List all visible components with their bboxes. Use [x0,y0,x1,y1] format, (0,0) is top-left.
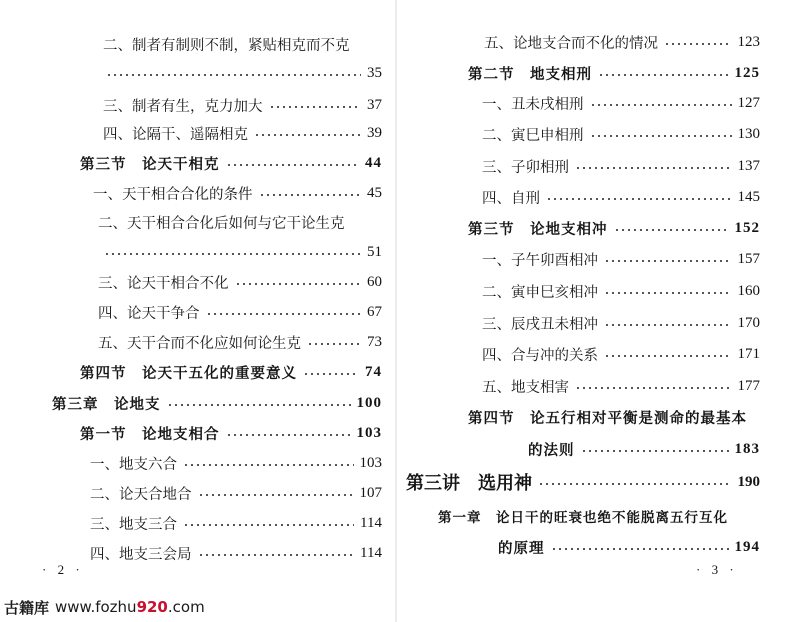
dot-leader [183,464,354,466]
dot-leader [106,74,361,76]
dot-leader [604,292,732,294]
dot-leader [575,387,732,389]
toc-entry-title: 第四节 论天干五化的重要意义 [80,364,297,382]
toc-entry-page: 67 [367,303,382,320]
watermark-url-prefix: www.fozhu [55,598,137,616]
toc-entry-title: 二、寅巳申相刑 [482,127,584,144]
dot-leader [614,229,729,231]
toc-entry-page: 160 [737,282,760,299]
watermark [4,596,205,618]
toc-entry-title: 第二节 地支相刑 [468,65,592,83]
dot-leader [581,450,729,452]
toc-section [528,437,760,461]
toc-entry-page: 137 [737,157,760,174]
toc-entry-title: 三、制者有生，克力加大 [103,98,263,115]
toc-entry-title: 一、丑未戌相刑 [482,96,584,113]
toc-entry [98,270,382,294]
toc-entry-title: 一、天干相合合化的条件 [93,186,253,203]
toc-section [80,421,382,445]
toc-entry [98,330,382,354]
toc-entry-page: 107 [359,484,382,501]
toc-entry [103,93,382,117]
toc-entry-title: 四、论隔干、遥隔相克 [103,126,248,143]
toc-section [468,405,760,429]
toc-entry-title: 三、子卯相刑 [482,159,569,176]
toc-entry-page: 152 [734,219,760,236]
dot-leader [590,104,732,106]
toc-entry-page: 35 [367,64,382,81]
dot-leader [604,260,732,262]
toc-entry [482,279,760,303]
toc-entry-page: 130 [737,125,760,142]
dot-leader [575,167,732,169]
toc-entry-page: 171 [737,345,760,362]
toc-entry-page: 51 [367,243,382,260]
toc-section [468,216,760,240]
toc-entry [482,185,760,209]
toc-entry-title: 四、论天干争合 [98,305,200,322]
dot-leader [226,164,360,166]
toc-entry-page: 114 [360,544,382,561]
toc-entry-page: 100 [356,394,382,411]
toc-entry-title: 三、辰戌丑未相冲 [482,316,598,333]
toc-entry-title: 的法则 [528,441,575,459]
toc-entry-title: 五、天干合而不化应如何论生克 [98,335,301,352]
dot-leader [167,404,351,406]
toc-entry [482,91,760,115]
dot-leader [538,483,732,485]
dot-leader [307,343,361,345]
dot-leader [254,134,361,136]
toc-entry-page: 157 [737,250,760,267]
toc-entry [482,122,760,146]
right-page [396,0,793,622]
toc-entry-title: 第四节 论五行相对平衡是测命的最基本 [468,409,747,427]
dot-leader [598,74,729,76]
dot-leader [303,373,359,375]
toc-entry-page: 177 [737,377,760,394]
toc-entry [93,181,382,205]
toc-entry-title: 二、天干相合合化后如何与它干论生克 [98,215,345,232]
toc-entry-title: 二、制者有制则不制，紧贴相克而不克 [103,37,350,54]
toc-entry-page: 170 [737,314,760,331]
toc-entry [98,300,382,324]
toc-entry [103,121,382,145]
dot-leader [604,324,732,326]
toc-entry-page: 37 [367,96,382,113]
toc-chapter [498,535,760,559]
toc-entry-title: 第三节 论天干相克 [80,155,220,173]
page-number: · 2 · [42,562,84,577]
toc-entry-title: 五、论地支合而不化的情况 [484,35,658,52]
toc-entry-title: 一、子午卯酉相冲 [482,252,598,269]
toc-lecture [406,470,760,494]
toc-entry [482,374,760,398]
toc-entry-page: 145 [737,188,760,205]
toc-section [80,360,382,384]
dot-leader [259,194,362,196]
toc-entry-title: 五、地支相害 [482,379,569,396]
dot-leader [104,253,361,255]
watermark-url-number: 920 [136,598,168,616]
dot-leader [198,494,354,496]
toc-entry-title: 第三讲 选用神 [406,473,532,494]
toc-entry-title: 第一节 论地支相合 [80,425,220,443]
toc-section [468,61,760,85]
left-page [0,0,396,622]
toc-entry [98,210,378,234]
toc-entry-title: 三、地支三合 [90,516,177,533]
toc-entry-title: 三、论天干相合不化 [98,275,229,292]
toc-entry-page: 60 [367,273,382,290]
toc-entry [90,451,382,475]
toc-entry-page: 123 [737,33,760,50]
toc-entry-title: 第三章 论地支 [52,395,161,413]
watermark-site-name: 古籍库 [4,598,50,617]
toc-entry-title: 四、地支三会局 [90,546,192,563]
toc-entry [90,511,382,535]
toc-entry [482,154,760,178]
toc-entry-page: 114 [360,514,382,531]
toc-entry-page: 127 [737,94,760,111]
toc-chapter [438,504,760,528]
toc-entry-page: 44 [365,154,382,171]
toc-entry-page: 103 [356,424,382,441]
toc-entry [482,342,760,366]
toc-entry [100,61,382,85]
toc-entry [103,32,358,56]
toc-entry-page: 39 [367,124,382,141]
watermark-url-suffix: .com [167,598,205,616]
dot-leader [183,524,354,526]
toc-entry-title: 四、自刑 [482,190,540,207]
dot-leader [664,43,732,45]
toc-entry-page: 125 [734,64,760,81]
toc-section [80,151,382,175]
toc-entry-title: 四、合与冲的关系 [482,347,598,364]
toc-entry-page: 74 [365,363,382,380]
toc-entry-title: 第三节 论地支相冲 [468,220,608,238]
toc-entry-page: 194 [734,538,760,555]
dot-leader [198,554,355,556]
dot-leader [546,198,732,200]
toc-entry-title: 第一章 论日干的旺衰也绝不能脱离五行互化 [438,510,728,526]
dot-leader [226,434,351,436]
dot-leader [235,283,362,285]
toc-entry-page: 183 [734,440,760,457]
toc-entry [98,240,382,264]
toc-entry [484,30,760,54]
toc-entry [90,481,382,505]
dot-leader [590,135,732,137]
dot-leader [206,313,362,315]
toc-entry-title: 二、寅申巳亥相冲 [482,284,598,301]
dot-leader [269,106,362,108]
toc-entry [90,541,382,565]
dot-leader [604,355,732,357]
toc-entry-page: 103 [359,454,382,471]
toc-entry-page: 73 [367,333,382,350]
toc-entry-title: 的原理 [498,539,545,557]
toc-entry-page: 45 [367,184,382,201]
toc-entry-page: 190 [737,473,760,490]
toc-entry [482,311,760,335]
dot-leader [551,548,729,550]
toc-entry-title: 二、论天合地合 [90,486,192,503]
toc-entry [482,247,760,271]
page-number: · 3 · [696,562,738,577]
toc-entry-title: 一、地支六合 [90,456,177,473]
toc-chapter [52,391,382,415]
